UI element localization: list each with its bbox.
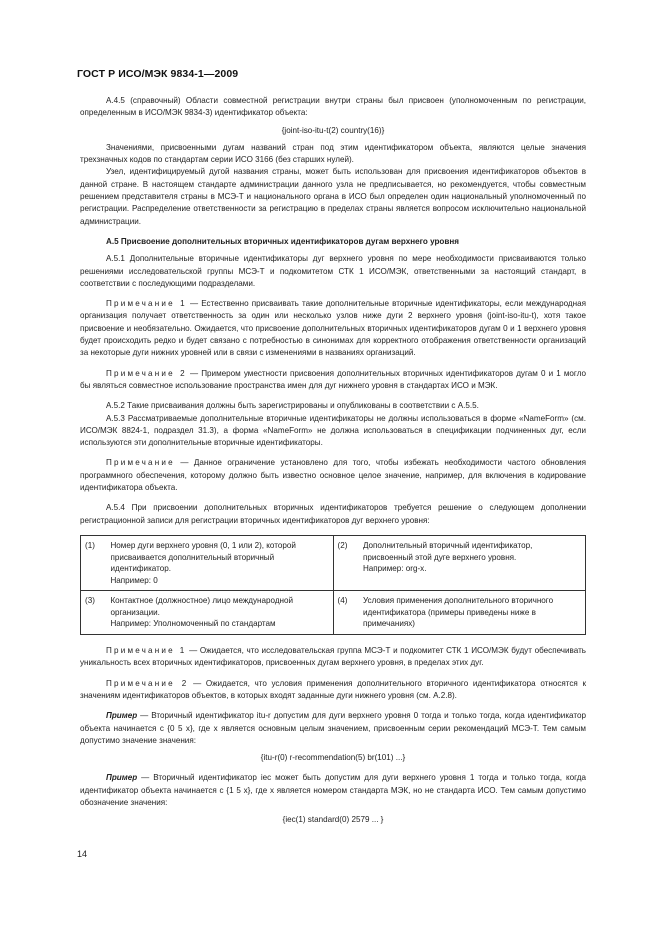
- note-text: — Примером уместности присвоения дополнительных вторичных идентификаторов дугам 0 и 1 могло бы являться совместное использование пространства имен для дуг нижнего уровня в стандартах ИСО и МЭК.: [80, 368, 587, 390]
- note-text: — Естественно присваивать такие дополнительные вторичные идентификаторы, если международная организация получает ответственность за один или несколько узлов ниже дуги 2 верхнего уровня (joint-iso-itu-t), хотя такое присвоение и необязательно. Ожидается, что присвоение дополнительных вторичных идентификаторов дугам 0 и 1 верхнего уровня будет происходить редко и будет связано с потребностью в синонимах для корректного отображения ответственности организаций за некоторые дуги нижних уровней или в связи с изменениями в названиях организаций.: [80, 299, 586, 358]
- note-label: Примечание 1: [106, 646, 187, 656]
- example-label: Пример: [106, 711, 138, 721]
- formula-itu-r: {itu-r(0) r-recommendation(5) br(101) ...}: [260, 753, 406, 763]
- note-5: [80, 678, 586, 703]
- paragraph-a53: А.5.3 Рассматриваемые дополнительные вторичные идентификаторы не должны использоваться в форме «NameForm» (см. ИСО/МЭК 8824-1, подраздел 31.3), а форма «NameForm» не должна использоваться в спецификации подчиненных дуг, если используются эти дополнительные вторичные идентификаторы.: [80, 413, 586, 448]
- page-title: ГОСТ Р ИСО/МЭК 9834-1—2009: [77, 68, 239, 80]
- paragraph-country-values: Значениями, присвоенными дугам названий стран под этим идентификатором объекта, являются целые значения трехзначных кодов по стандартам серии ИСО 3166 (без старших нулей).: [80, 142, 586, 165]
- table-cell-text: [359, 535, 586, 590]
- example-1: [80, 710, 586, 747]
- note-text: — Данное ограничение установлено для того, чтобы избежать необходимости частого обновления программного обеспечения, которому должно быть известно основное целое значение, например, для включения в кодирование идентификатора объекта.: [80, 458, 586, 493]
- formula-joint-iso: {joint-iso-itu-t(2) country(16)}: [281, 125, 385, 135]
- example-text: — Вторичный идентификатор itu-r допустим для дуги верхнего уровня 0 тогда и только тогда, когда идентификатор объекта начинается с {0 5 x}, где x является основным целым значением, присвоенным серии рекомендаций МСЭ-Т. Тем самым допустимо значение значения:: [80, 711, 586, 745]
- table-row: [81, 591, 586, 635]
- paragraph-a52: А.5.2 Такие присваивания должны быть зарегистрированы и опубликованы в соответствии с А.5.5.: [106, 401, 479, 411]
- example-2: [80, 772, 586, 809]
- cell-line: Дополнительный вторичный идентификатор, присвоенный этой дуге верхнего уровня.: [362, 540, 533, 562]
- note-label: Примечание 1: [106, 299, 187, 309]
- document-body: [80, 95, 586, 827]
- example-label: Пример: [106, 773, 138, 783]
- table-cell-number: (3): [81, 591, 107, 635]
- registration-table: [80, 535, 586, 635]
- cell-line: Например: Уполномоченный по стандартам: [110, 619, 276, 629]
- note-label: Примечание 2: [106, 678, 189, 688]
- note-4: [80, 645, 586, 670]
- paragraph-country-node: Узел, идентифицируемый дугой названия страны, может быть использован для присвоения идентификаторов объектов в данной стране. В настоящем стандарте администрации данного узла не предписывается, но рекомендуется, чтобы совместным решением представителя страны в МСЭ-Т и национального органа в ИСО был определен один национальный уполномоченный по регистрации. Распределение ответственности за регистрацию в пределах страны является вопросом исключительно национальной администрации.: [80, 167, 586, 226]
- table-cell-number: (1): [81, 535, 107, 590]
- note-1: [80, 298, 586, 359]
- table-cell-number: (2): [333, 535, 359, 590]
- cell-line: Номер дуги верхнего уровня (0, 1 или 2), которой присваивается дополнительный вторичный идентификатор.: [110, 540, 296, 574]
- example-text: — Вторичный идентификатор iec может быть допустим для дуги верхнего уровня 1 тогда и только тогда, когда идентификатор объекта начинается с {1 5 x}, где x является номером стандарта МЭК, но не стандарта ИСО. Тем самым допустимо обозначение значения:: [80, 773, 586, 808]
- cell-line: Например: 0: [110, 575, 158, 585]
- section-heading-a5: А.5 Присвоение дополнительных вторичных идентификаторов дугам верхнего уровня: [106, 236, 459, 246]
- cell-line: Условия применения дополнительного вторичного идентификатора (примеры приведены ниже в примечаниях): [362, 596, 554, 629]
- note-label: Примечание: [106, 458, 175, 468]
- table-cell-text: [106, 535, 333, 590]
- table-cell-text: [359, 591, 586, 635]
- cell-line: Например: org-x.: [362, 564, 427, 574]
- paragraph-a51: А.5.1 Дополнительные вторичные идентификаторы дуг верхнего уровня по мере необходимости присваиваются только решениями исследовательской группы МСЭ-Т и подкомитетом СТК 1 ИСО/МЭК, ответственными за настоящий стандарт, в соответствии с последующими подразделами.: [80, 254, 586, 288]
- table-cell-number: (4): [333, 591, 359, 635]
- note-text: — Ожидается, что исследовательская группа МСЭ-Т и подкомитет СТК 1 ИСО/МЭК будут обеспечивать уникальность всех вторичных идентификаторов, присвоенных дугам верхнего уровня, в пределах этих дуг.: [80, 646, 587, 668]
- paragraph-a45: А.4.5 (справочный) Области совместной регистрации внутри страны был присвоен (уполномоченным по регистрации, определенным в ИСО/МЭК 9834-3) идентификатор объекта:: [80, 96, 586, 118]
- note-2: [80, 368, 586, 393]
- note-label: Примечание 2: [106, 368, 187, 378]
- formula-iec: {iec(1) standard(0) 2579 ... }: [282, 815, 384, 825]
- table-cell-text: [106, 591, 333, 635]
- note-text: — Ожидается, что условия применения дополнительного вторичного идентификатора относятся к значениям идентификаторов объектов, в которых входят заданные дуги нижнего уровня (см. А.2.8).: [80, 678, 586, 700]
- cell-line: Контактное (должностное) лицо международной организации.: [110, 596, 294, 617]
- page-number: 14: [77, 849, 88, 859]
- table-row: [81, 535, 586, 590]
- paragraph-a54: А.5.4 При присвоении дополнительных вторичных идентификаторов требуется решение о следующем дополнении регистрационной записи для регистрации вторичных идентификаторов дуг верхнего уровня:: [80, 503, 586, 525]
- note-3: [80, 457, 586, 494]
